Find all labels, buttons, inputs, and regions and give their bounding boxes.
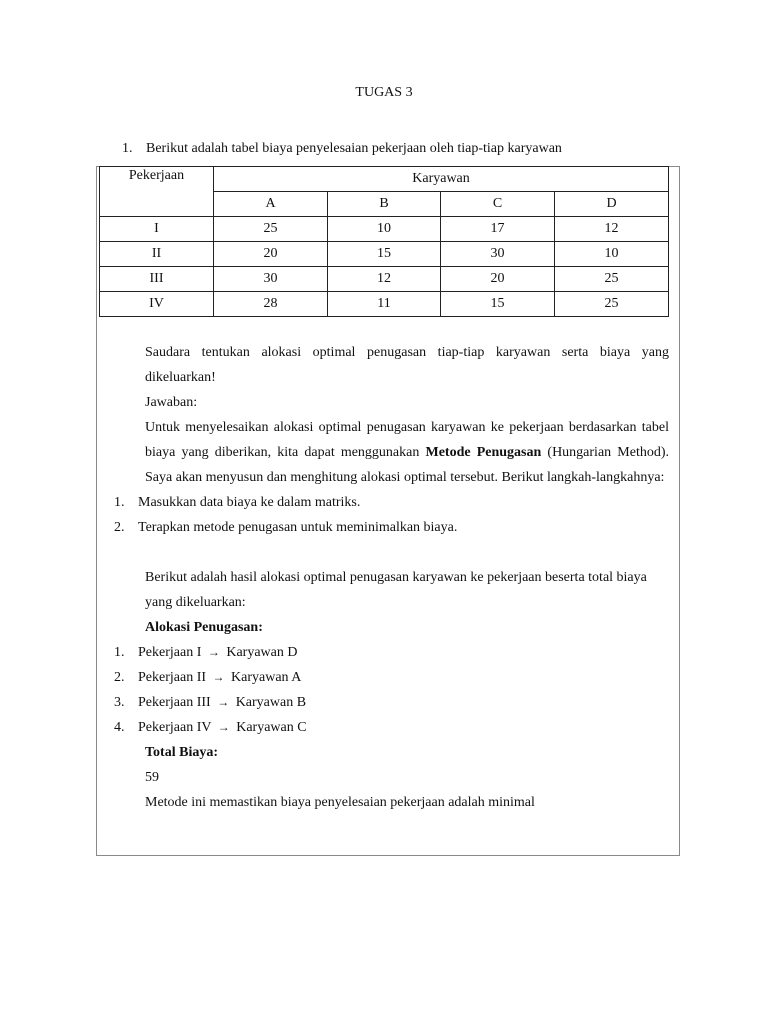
steps-list [114,490,669,540]
list-item [114,490,669,515]
step-number: 2. [114,520,125,535]
allocation-employee: Karyawan A [231,670,302,685]
jawaban-label: Jawaban: [145,395,198,410]
cost-cell: 10 [328,217,441,242]
cost-cell: 20 [214,242,328,267]
question-line [122,141,562,157]
arrow-right-icon: → [212,670,225,684]
job-cell: II [100,242,214,267]
allocation-number: 3. [114,695,125,710]
total-value: 59 [145,770,159,785]
allocation-heading: Alokasi Penugasan: [145,620,263,635]
list-item [114,715,669,740]
arrow-right-icon: → [217,720,230,734]
cost-cell: 12 [555,217,669,242]
list-item [114,640,669,665]
cost-cell: 10 [555,242,669,267]
method-name: Metode Penugasan [425,445,542,460]
allocation-job: Pekerjaan II [138,670,207,685]
cost-cell: 15 [441,292,555,317]
allocation-job: Pekerjaan IV [138,720,212,735]
allocation-employee: Karyawan C [236,720,307,735]
employee-cell: B [328,192,441,217]
step-number: 1. [114,495,125,510]
cost-cell: 20 [441,267,555,292]
cost-cell: 30 [441,242,555,267]
allocation-number: 2. [114,670,125,685]
job-header-cell: Pekerjaan [100,167,214,217]
question-text: Berikut adalah tabel biaya penyelesaian pekerjaan oleh tiap-tiap karyawan [146,141,562,156]
intro-paragraph [145,415,669,490]
intro-text-after: (Hungarian Method). Saya akan menyusun dan menghitung alokasi optimal tersebut. Berikut langkah-langkahnya: [145,445,669,485]
allocation-number: 4. [114,720,125,735]
total-heading: Total Biaya: [145,745,218,760]
step-text: Masukkan data biaya ke dalam matriks. [138,495,361,510]
list-item [114,515,669,540]
job-cell: IV [100,292,214,317]
table-row [100,292,669,317]
cost-table [99,166,669,317]
page-title: TUGAS 3 [355,85,413,100]
list-item [114,690,669,715]
step-text: Terapkan metode penugasan untuk meminimalkan biaya. [138,520,458,535]
employee-cell: D [555,192,669,217]
employee-cell: A [214,192,328,217]
allocation-employee: Karyawan D [226,645,298,660]
allocation-job: Pekerjaan III [138,695,211,710]
list-item [114,665,669,690]
cost-cell: 12 [328,267,441,292]
table-row [100,217,669,242]
question-number: 1. [122,141,133,156]
cost-cell: 15 [328,242,441,267]
spacer [145,540,669,565]
cost-cell: 25 [555,267,669,292]
cost-cell: 30 [214,267,328,292]
intro-text-before: Untuk menyelesaikan alokasi optimal penugasan karyawan ke pekerjaan berdasarkan tabel biaya yang diberikan, kita dapat menggunakan [145,420,669,460]
result-intro: Berikut adalah hasil alokasi optimal penugasan karyawan ke pekerjaan beserta total biaya yang dikeluarkan: [145,570,647,610]
job-cell: I [100,217,214,242]
arrow-right-icon: → [207,645,220,659]
answer-section [114,340,669,815]
allocation-employee: Karyawan B [235,695,307,710]
arrow-right-icon: → [217,695,230,709]
prompt-paragraph: Saudara tentukan alokasi optimal penugasan tiap-tiap karyawan serta biaya yang dikeluarkan! [145,345,669,385]
table-header-row [100,167,669,192]
table-row [100,242,669,267]
closing-sentence: Metode ini memastikan biaya penyelesaian pekerjaan adalah minimal [145,795,535,810]
allocation-list [114,640,669,740]
cost-cell: 11 [328,292,441,317]
allocation-number: 1. [114,645,125,660]
cost-cell: 17 [441,217,555,242]
allocation-job: Pekerjaan I [138,645,202,660]
table-row [100,267,669,292]
cost-cell: 28 [214,292,328,317]
job-cell: III [100,267,214,292]
cost-cell: 25 [214,217,328,242]
cost-cell: 25 [555,292,669,317]
employee-cell: C [441,192,555,217]
employee-header-cell: Karyawan [214,167,669,192]
